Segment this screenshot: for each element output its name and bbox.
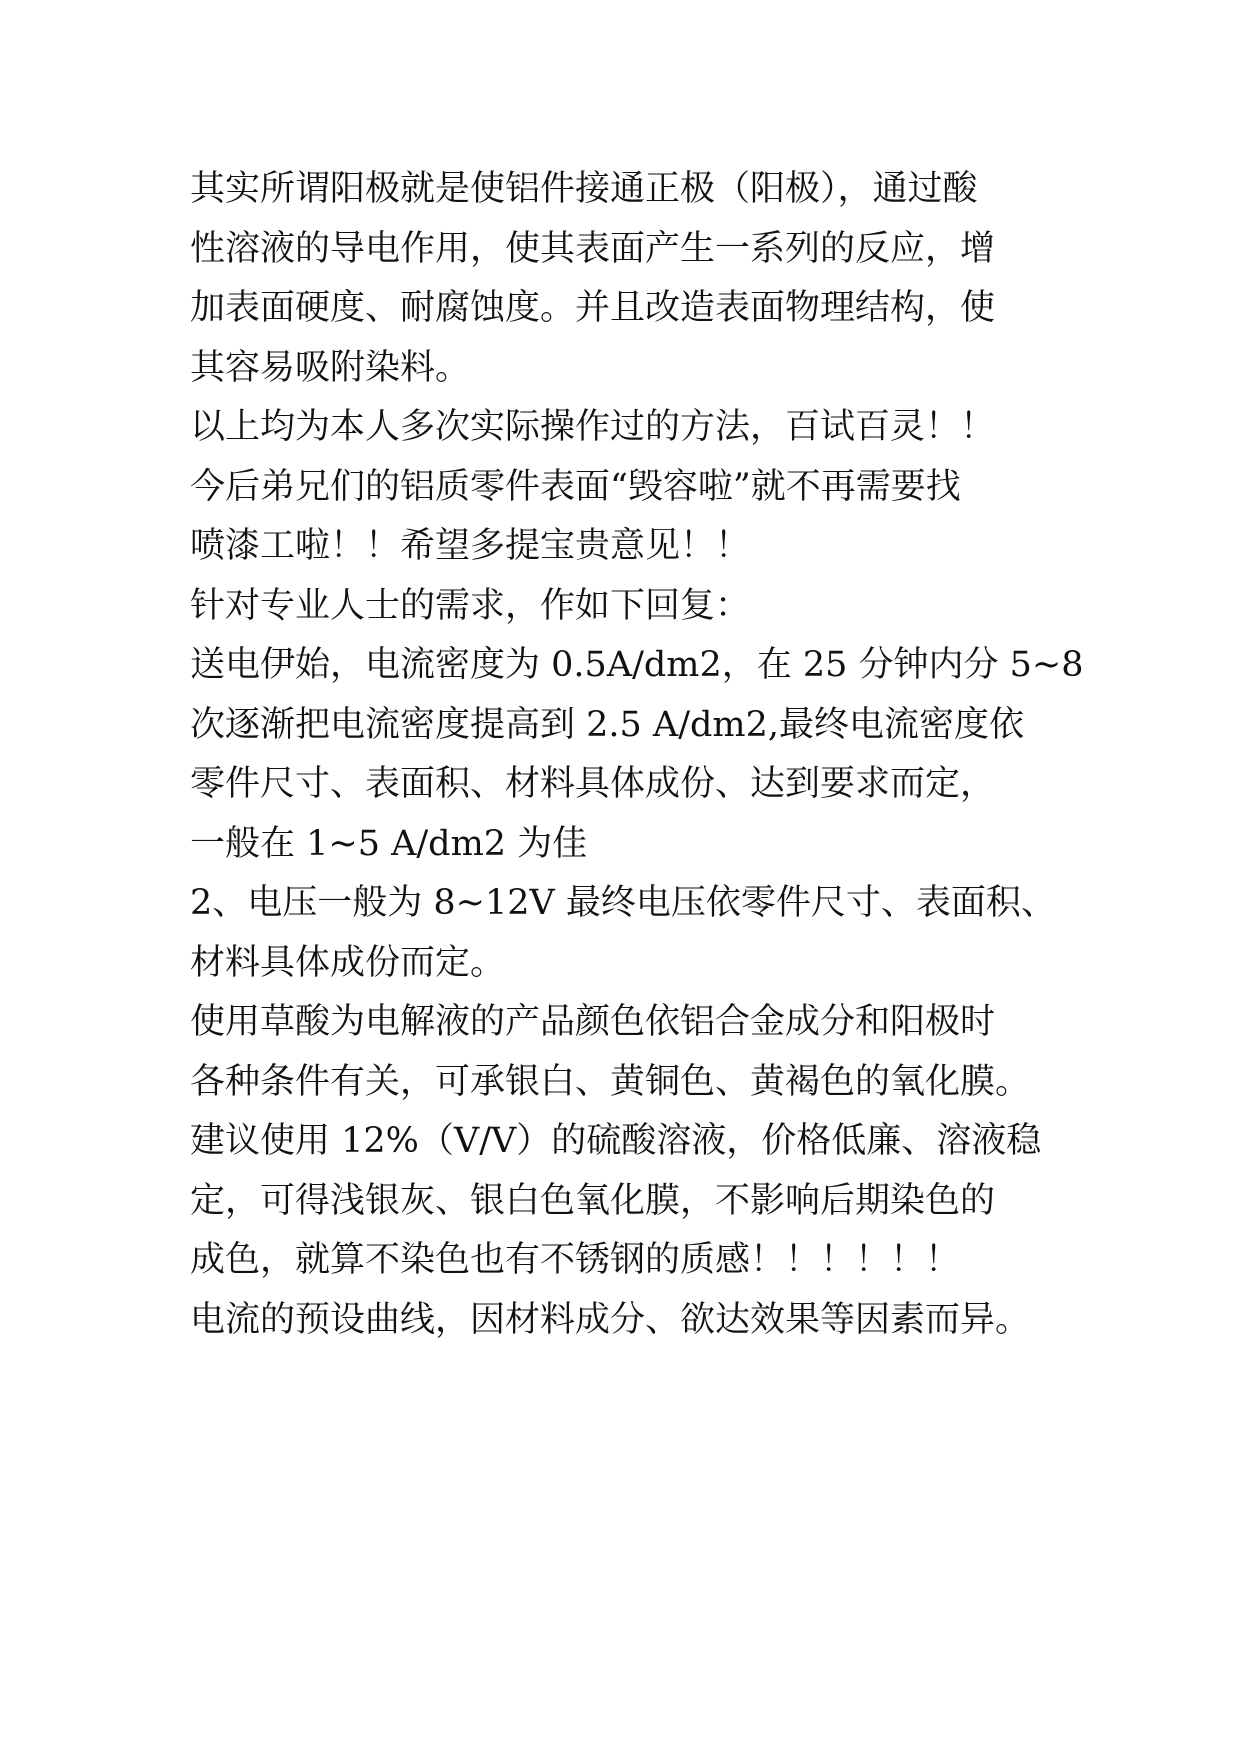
text-line: 2、电压一般为 8~12V 最终电压依零件尺寸、表面积、 (190, 883, 1056, 923)
text-line: 成色，就算不染色也有不锈钢的质感！！！！！！ (190, 1240, 961, 1280)
text-line: 电流的预设曲线，因材料成分、欲达效果等因素而异。 (190, 1299, 1031, 1340)
text-line: 喷漆工啦！！希望多提宝贵意见！！ (190, 526, 751, 566)
text-line: 今后弟兄们的铝质零件表面“毁容啦”就不再需要找 (190, 466, 961, 507)
text-line: 送电伊始，电流密度为 0.5A/dm2，在 25 分钟内分 5~8 (190, 645, 1084, 685)
text-line: 一般在 1~5 A/dm2 为佳 (190, 823, 588, 864)
text-line: 其容易吸附染料。 (190, 347, 471, 388)
text-line: 加表面硬度、耐腐蚀度。并且改造表面物理结构，使 (190, 288, 996, 328)
text-line: 材料具体成份而定。 (190, 942, 506, 983)
text-line: 使用草酸为电解液的产品颜色依铝合金成分和阳极时 (190, 1002, 996, 1042)
text-line: 次逐渐把电流密度提高到 2.5 A/dm2,最终电流密度依 (190, 704, 1024, 745)
document-body (190, 160, 1084, 1350)
text-line: 针对专业人士的需求，作如下回复： (190, 585, 751, 626)
text-line: 其实所谓阳极就是使铝件接通正极（阳极），通过酸 (190, 169, 978, 209)
text-line: 建议使用 12%（V/V）的硫酸溶液，价格低廉、溶液稳 (190, 1121, 1042, 1161)
text-line: 以上均为本人多次实际操作过的方法，百试百灵！！ (190, 407, 996, 447)
text-line: 定，可得浅银灰、银白色氧化膜，不影响后期染色的 (190, 1180, 996, 1221)
text-line: 各种条件有关，可承银白、黄铜色、黄褐色的氧化膜。 (190, 1061, 1031, 1102)
text-line: 零件尺寸、表面积、材料具体成份、达到要求而定， (190, 764, 996, 804)
text-line: 性溶液的导电作用，使其表面产生一系列的反应，增 (190, 228, 996, 269)
